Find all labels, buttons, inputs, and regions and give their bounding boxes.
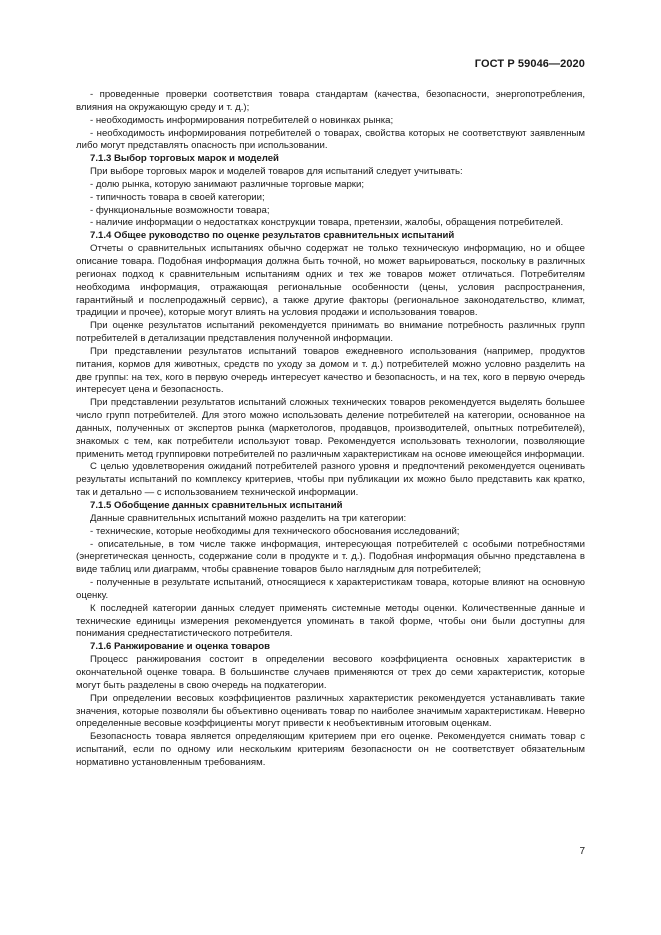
paragraph: Данные сравнительных испытаний можно разделить на три категории: (90, 512, 407, 524)
paragraph: К последней категории данных следует применять системные методы оценки. Количественные данные и технические единицы измерения рекомендуется упоминать в такой форме, чтобы они были доступны для понимания среднестатистического потребителя. (76, 602, 585, 640)
paragraph: - необходимость информирования потребителей о новинках рынка; (90, 114, 394, 126)
document-body (76, 89, 585, 770)
section-heading: 7.1.5 Обобщение данных сравнительных испытаний (90, 500, 343, 511)
paragraph: Отчеты о сравнительных испытаниях обычно содержат не только техническую информацию, но и общее описание товара. Подобная информация должна быть точной, но может варьироваться, поскольку в различных регионах подход к сравнительным испытаниям одних и тех же товаров может отличаться. Потребителям необходима информация, отражающая региональные особенности (цены, условия распространения, гарантийный и послепродажный сервис), а также другие факторы (региональное законодательство, климат, традиции и прочее), которые могут влиять на условия продажи и использования товаров. (76, 243, 585, 319)
paragraph: При представлении результатов испытаний товаров ежедневного использования (например, продуктов питания, кормов для животных, средств по уходу за домом и т. д.) потребителей можно условно разделить на две группы: на тех, кого в первую очередь интересует качество и безопасность, и на тех, кого в первую очередь интересует цена и безопасность. (76, 345, 585, 396)
paragraph: Процесс ранжирования состоит в определении весового коэффициента основных характеристик в окончательной оценке товара. В большинстве случаев применяются от трех до семи характеристик, которые могут быть разделены в свою очередь на подкатегории. (76, 654, 585, 691)
section-heading: 7.1.4 Общее руководство по оценке результатов сравнительных испытаний (90, 230, 455, 242)
section-heading: 7.1.3 Выбор торговых марок и моделей (90, 153, 279, 165)
paragraph: При оценке результатов испытаний рекомендуется принимать во внимание потребность различных групп потребителей в детализации представления полученной информации. (76, 320, 585, 345)
paragraph: - проведенные проверки соответствия товара стандартам (качества, безопасности, энергопотребления, влияния на окружающую среду и т. д.); (76, 89, 585, 113)
paragraph: - полученные в результате испытаний, относящиеся к характеристикам товара, которые влияют на основную оценку. (76, 577, 585, 601)
paragraph: - долю рынка, которую занимают различные торговые марки; (90, 178, 365, 190)
document-id: ГОСТ Р 59046—2020 (474, 58, 585, 70)
paragraph: - функциональные возможности товара; (90, 204, 270, 216)
paragraph: При определении весовых коэффициентов различных характеристик рекомендуется устанавливать такие значения, которые позволяли бы объективно оценивать товар по наиболее значимым характеристикам. Неверно определенные весовые коэффициенты могут привести к необъективным итоговым оценкам. (76, 692, 585, 730)
paragraph: При выборе торговых марок и моделей товаров для испытаний следует учитывать: (90, 166, 463, 178)
page-number: 7 (579, 846, 585, 857)
paragraph: При представлении результатов испытаний сложных технических товаров рекомендуется выделять большее число групп потребителей. Для этого можно использовать деление потребителей на категории, основанное на данных, полученных от экспертов рынка (маркетологов, продавцов, производителей, опытных потребителей), знакомых с тем, как потребители используют товар. Рекомендуется использовать технологии, позволяющие применить метод группировки потребителей по различным характеристикам на основе имеющейся информации. (76, 397, 585, 460)
paragraph: - необходимость информирования потребителей о товарах, свойства которых не соответствуют заявленным либо могут представлять опасность при использовании. (76, 127, 585, 152)
paragraph: - типичность товара в своей категории; (90, 191, 265, 203)
section-heading: 7.1.6 Ранжирование и оценка товаров (90, 641, 271, 653)
paragraph: С целью удовлетворения ожиданий потребителей разного уровня и предпочтений рекомендуется оценивать результаты испытаний по комплексу критериев, чтобы при публикации их можно было представить как кратко, так и детально — с использованием технической информации. (76, 461, 585, 499)
paragraph: Безопасность товара является определяющим критерием при его оценке. Рекомендуется снимать товар с испытаний, если по одному или нескольким критериям безопасности он не соответствует обязательным нормативно установленным требованиям. (76, 731, 585, 768)
paragraph: - описательные, в том числе также информация, интересующая потребителей с особыми потребностями (энергетическая ценность, содержание соли в продукте и т. д.). Подобная информация обычно представлена в виде таблиц или диаграмм, чтобы сравнение товаров было наглядным для потребителей; (76, 538, 585, 576)
paragraph: - наличие информации о недостатках конструкции товара, претензии, жалобы, обращения потребителей. (90, 217, 564, 229)
paragraph: - технические, которые необходимы для технического обоснования исследований; (90, 525, 460, 537)
